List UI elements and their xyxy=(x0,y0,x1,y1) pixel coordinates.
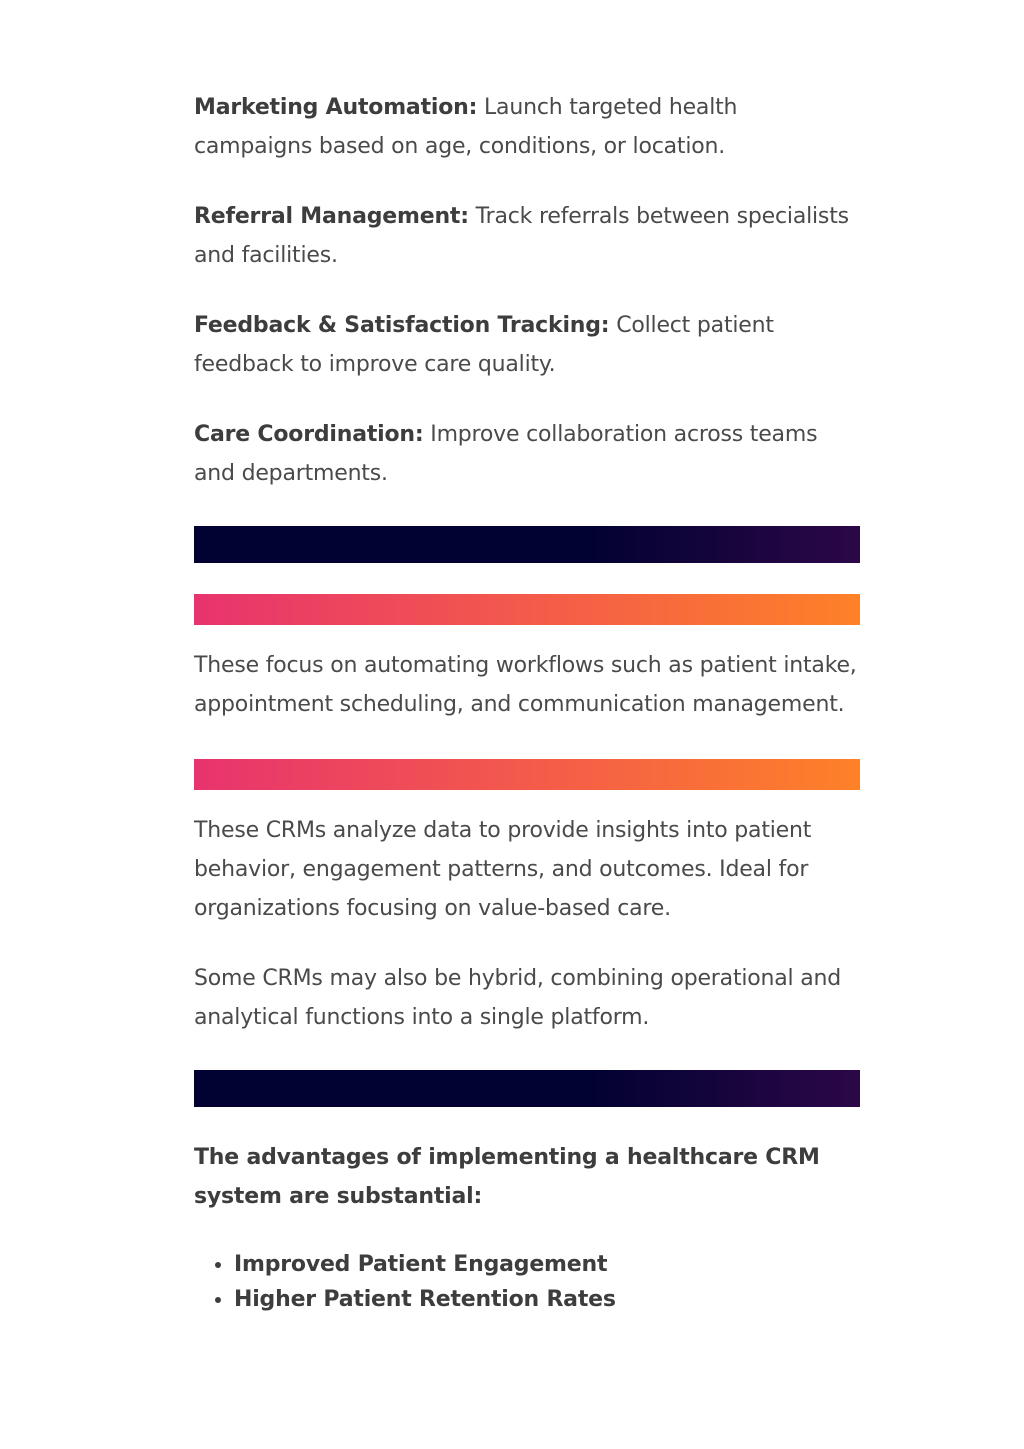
feature-title: Feedback & Satisfaction Tracking: xyxy=(194,313,610,338)
feature-text: Track referrals between specialists and facilities. xyxy=(194,204,849,268)
advantages-list xyxy=(194,1247,860,1317)
feature-title: Marketing Automation: xyxy=(194,95,478,120)
article-content xyxy=(194,88,860,1317)
list-item: • Higher Patient Retention Rates xyxy=(234,1282,860,1317)
feature-title: Referral Management: xyxy=(194,204,469,229)
subsection-divider-gradient xyxy=(194,759,860,790)
feature-care-coordination xyxy=(194,415,860,493)
feature-text: Improve collaboration across teams and departments. xyxy=(194,422,818,486)
feature-feedback-tracking xyxy=(194,306,860,384)
hybrid-crm-description: Some CRMs may also be hybrid, combining operational and analytical functions into a single platform. xyxy=(194,966,842,1030)
feature-text: Collect patient feedback to improve care quality. xyxy=(194,313,774,377)
feature-title: Care Coordination: xyxy=(194,422,424,447)
section-divider-dark xyxy=(194,526,860,563)
operational-crm-description: These focus on automating workflows such as patient intake, appointment scheduling, and communication management. xyxy=(194,653,857,717)
section-divider-dark xyxy=(194,1070,860,1107)
feature-referral-management xyxy=(194,197,860,275)
feature-marketing-automation xyxy=(194,88,860,166)
subsection-divider-gradient xyxy=(194,594,860,625)
list-item: • Improved Patient Engagement xyxy=(234,1247,860,1282)
feature-text: Launch targeted health campaigns based on age, conditions, or location. xyxy=(194,95,738,159)
analytical-crm-description: These CRMs analyze data to provide insights into patient behavior, engagement patterns, and outcomes. Ideal for organizations focusing on value-based care. xyxy=(194,818,812,921)
advantages-heading: The advantages of implementing a healthcare CRM system are substantial: xyxy=(194,1145,820,1209)
